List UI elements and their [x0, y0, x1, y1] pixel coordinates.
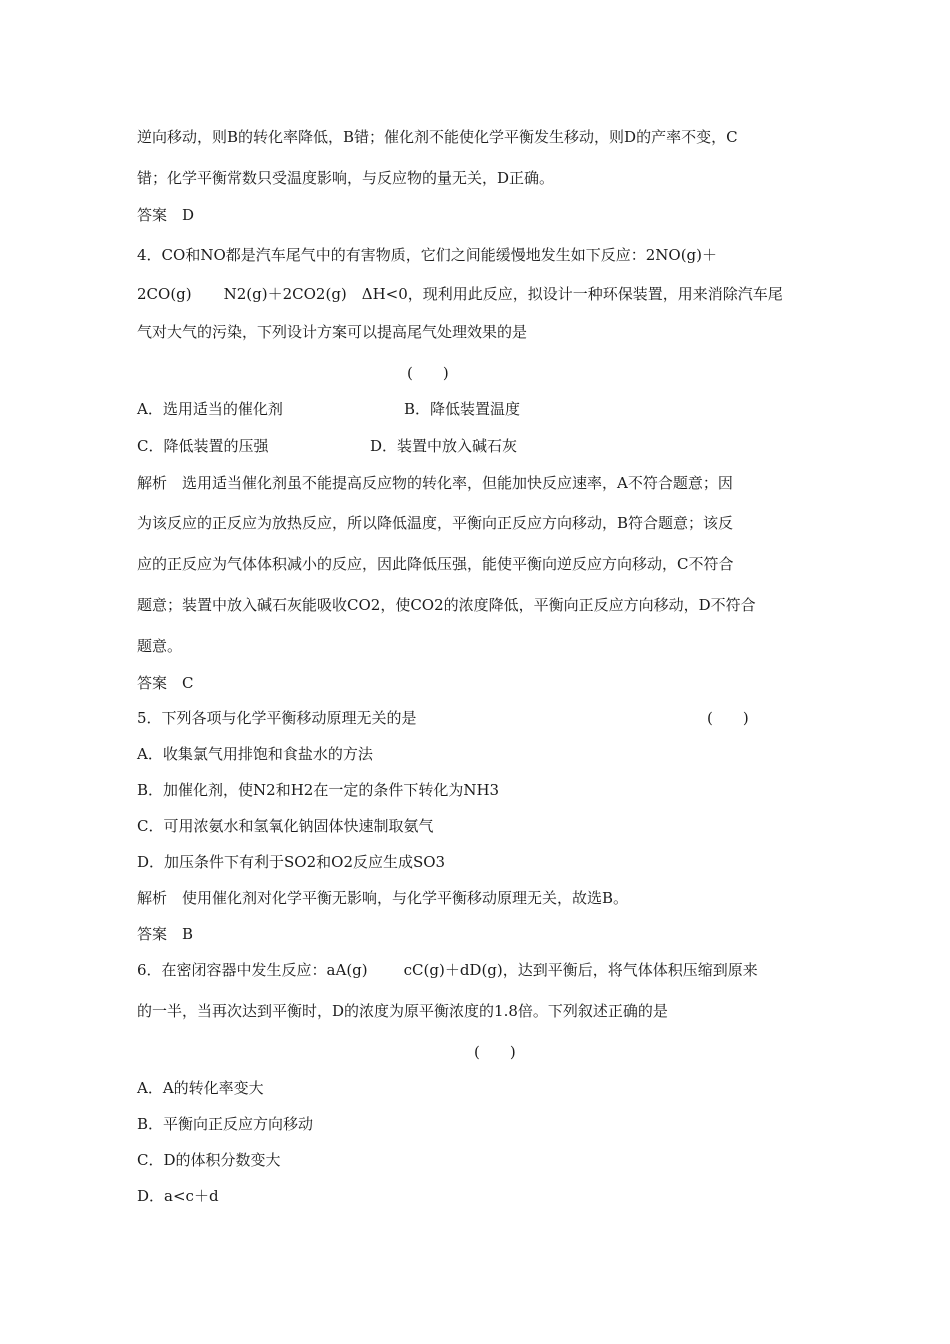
explanation-line: 为该反应的正反应为放热反应，所以降低温度，平衡向正反应方向移动，B符合题意；该反	[137, 514, 734, 532]
option-c: C．D的体积分数变大	[137, 1151, 281, 1169]
option-a: A．收集氯气用排饱和食盐水的方法	[137, 745, 373, 763]
explanation-line: 解析 使用催化剂对化学平衡无影响，与化学平衡移动原理无关，故选B。	[137, 889, 629, 907]
reaction-product: cC(g)＋dD(g)，达到平衡后，将气体体积压缩到原来	[403, 961, 758, 979]
text-line: 错；化学平衡常数只受温度影响，与反应物的量无关，D正确。	[137, 169, 555, 187]
option-a: A．选用适当的催化剂	[137, 400, 283, 418]
explanation-line: 应的正反应为气体体积减小的反应，因此降低压强，能使平衡向逆反应方向移动，C不符合	[137, 555, 734, 573]
explanation-line: 题意；装置中放入碱石灰能吸收CO2，使CO2的浓度降低，平衡向正反应方向移动，D不符合	[137, 596, 756, 614]
reaction-reactant: 6．在密闭容器中发生反应：aA(g)	[137, 961, 368, 979]
answer-line: 答案 D	[137, 206, 195, 224]
explanation-line: 题意。	[137, 637, 183, 655]
answer-line: 答案 C	[137, 674, 194, 692]
question-stem: 的一半，当再次达到平衡时，D的浓度为原平衡浓度的1.8倍。下列叙述正确的是	[137, 1002, 668, 1020]
option-c: C．可用浓氨水和氢氧化钠固体快速制取氨气	[137, 817, 434, 835]
explanation-line: 解析 选用适当催化剂虽不能提高反应物的转化率，但能加快反应速率，A不符合题意；因	[137, 474, 733, 492]
reaction-reactant: 2CO(g)	[137, 285, 192, 303]
question-stem: 气对大气的污染，下列设计方案可以提高尾气处理效果的是	[137, 323, 528, 341]
question-stem	[137, 284, 783, 304]
option-d: D．a<c＋d	[137, 1187, 219, 1205]
question-stem	[137, 960, 758, 980]
answer-bracket: ( )	[474, 1043, 516, 1061]
option-c: C．降低装置的压强	[137, 437, 269, 455]
text-line: 逆向移动，则B的转化率降低，B错；催化剂不能使化学平衡发生移动，则D的产率不变，C	[137, 128, 738, 146]
answer-bracket: ( )	[407, 364, 449, 382]
option-b: B．平衡向正反应方向移动	[137, 1115, 314, 1133]
question-stem: 5．下列各项与化学平衡移动原理无关的是	[137, 709, 417, 727]
option-d: D．加压条件下有利于SO2和O2反应生成SO3	[137, 853, 446, 871]
question-stem: 4．CO和NO都是汽车尾气中的有害物质，它们之间能缓慢地发生如下反应：2NO(g)＋	[137, 246, 718, 264]
answer-bracket: ( )	[707, 709, 749, 727]
reaction-product: N2(g)＋2CO2(g) ΔH<0，现利用此反应，拟设计一种环保装置，用来消除汽车尾	[223, 285, 783, 303]
answer-line: 答案 B	[137, 925, 194, 943]
option-d: D．装置中放入碱石灰	[370, 437, 518, 455]
option-a: A．A的转化率变大	[137, 1079, 264, 1097]
option-b: B．降低装置温度	[404, 400, 521, 418]
option-b: B．加催化剂，使N2和H2在一定的条件下转化为NH3	[137, 781, 500, 799]
